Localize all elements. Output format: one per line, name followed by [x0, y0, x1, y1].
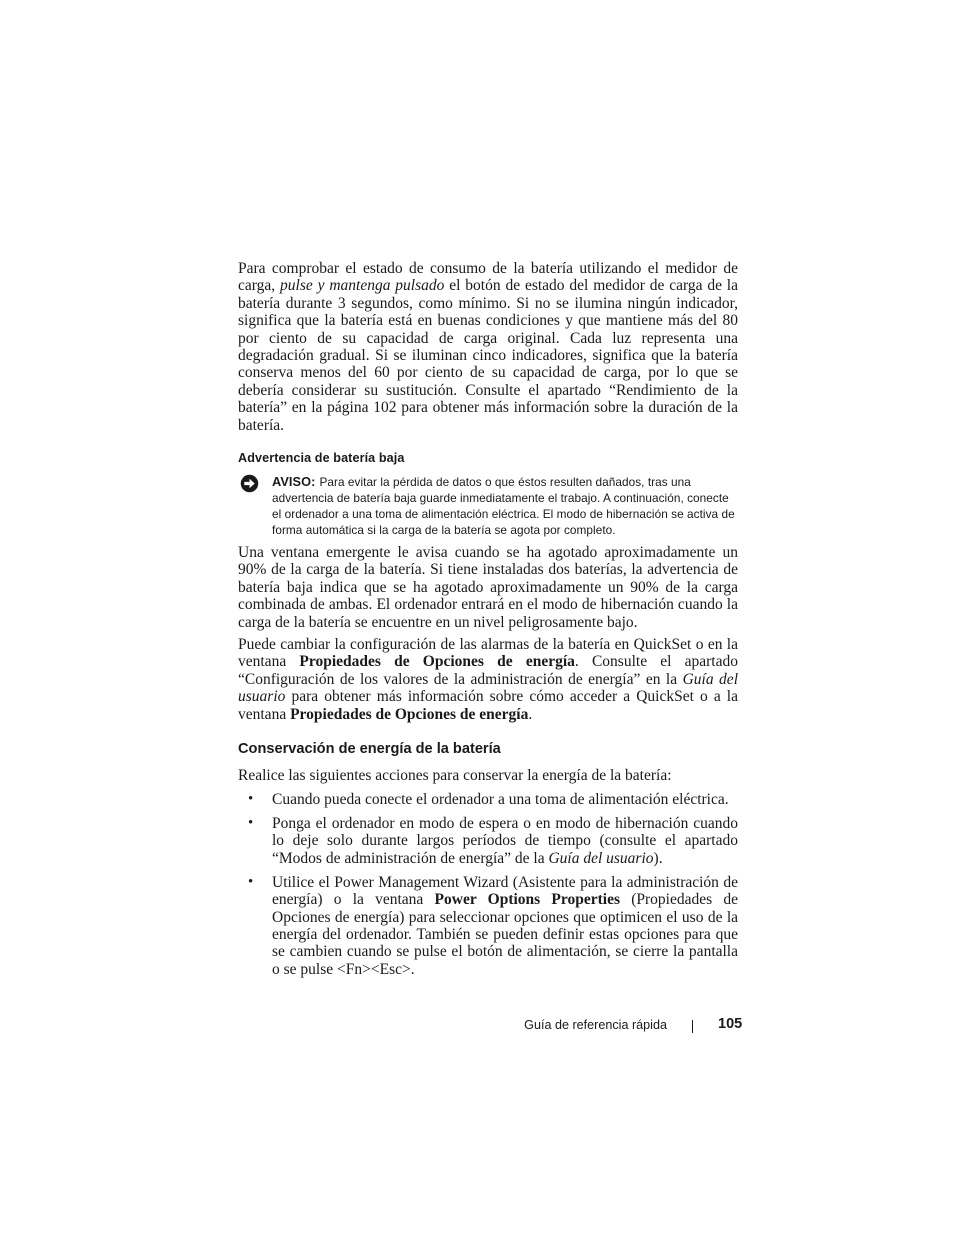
battery-gauge-paragraph: [238, 260, 738, 434]
ui-term: Power Options Properties: [434, 891, 620, 909]
list-item: [238, 874, 738, 978]
text-run: Puede cambiar la configuración de las alarmas de la batería en QuickSet o en la ventana: [238, 636, 738, 671]
page-number: 105: [718, 1016, 743, 1032]
bullet-marker: •: [248, 815, 254, 831]
low-battery-paragraph: Una ventana emergente le avisa cuando se ha agotado aproximadamente un 90% de la carga de la batería. Si tiene instaladas dos baterías, la advertencia de batería baja indica que se ha agotado aproximadamente un 90% de la carga combinada de ambas. El ordenador entrará en el modo de hibernación cuando la carga de la batería se encuentre en un nivel peligrosamente bajo.: [238, 544, 738, 631]
emphasis-text: pulse y mantenga pulsado: [280, 277, 445, 295]
ui-term: Propiedades de Opciones de energía: [290, 705, 529, 723]
text-run: el botón de estado del medidor de carga de la batería durante 3 segundos, como mínimo. Si no se ilumina ningún indicador, significa que la batería está en buenas condiciones y que mantiene más del 80 por ciento de su capacidad de carga original. Cada luz representa una degradación gradual. Si se iluminan cinco indicadores, significa que la batería conserva menos del 60 por ciento de su capacidad de carga, por lo que se debería considerar su sustitución. Consulte el apartado “Rendimiento de la batería” en la página 102 para obtener más información sobre la duración de la batería.: [238, 277, 738, 434]
emphasis-text: Guía del usuario: [548, 849, 654, 867]
text-run: .: [528, 705, 533, 723]
notice-text: [272, 474, 738, 538]
text-run: para obtener más información sobre cómo acceder a QuickSet o a la ventana: [238, 688, 738, 723]
list-item: [238, 815, 738, 867]
text-run: Ponga el ordenador en modo de espera o en modo de hibernación cuando lo deje solo durante largos períodos de tiempo (consulte el apartado “Modos de administración de energía” de la: [272, 815, 738, 867]
ui-term: Propiedades de Opciones de energía: [299, 653, 575, 671]
list-item-text: [272, 791, 738, 808]
section-intro: Realice las siguientes acciones para conservar la energía de la batería:: [238, 767, 672, 784]
notice-body: Para evitar la pérdida de datos o que éstos resulten dañados, tras una advertencia de batería baja guarde inmediatamente el trabajo. A continuación, conecte el ordenador a una toma de alimentación eléctrica. El modo de hibernación se activa de forma automática si la carga de la batería se agota por completo.: [272, 475, 735, 537]
emphasis-text: Guía del usuario: [238, 670, 738, 706]
page-content: [238, 260, 738, 978]
section-heading: Conservación de energía de la batería: [238, 741, 501, 757]
footer-separator: [692, 1020, 693, 1033]
page-footer: [0, 1015, 954, 1035]
bullet-marker: •: [248, 791, 254, 807]
notice-arrow-icon: [240, 474, 259, 493]
text-run: Cuando pueda conecte el ordenador a una toma de alimentación eléctrica.: [272, 791, 729, 808]
bullet-list: [238, 791, 738, 985]
notice-label: AVISO:: [272, 474, 316, 489]
list-item-text: [272, 815, 738, 867]
text-run: (Propiedades de Opciones de energía) para seleccionar opciones que optimicen el uso de la energía del ordenador. También se pueden definir estas opciones para que se cambien cuando se pulse el botón de alimentación, se cierre la pantalla o se pulse <Fn><Esc>.: [272, 891, 738, 978]
list-item-text: [272, 874, 738, 978]
footer-title: Guía de referencia rápida: [524, 1018, 667, 1032]
list-item: [238, 791, 738, 808]
bullet-marker: •: [248, 873, 254, 890]
text-run: . Consulte el apartado “Configuración de los valores de la administración de energía” en la: [238, 653, 738, 688]
notice-box: [238, 474, 738, 538]
text-run: ).: [653, 849, 663, 867]
low-battery-heading: Advertencia de batería baja: [238, 451, 405, 465]
text-run: Para comprobar el estado de consumo de la batería utilizando el medidor de carga,: [238, 260, 738, 295]
quickset-paragraph: [238, 636, 738, 723]
text-run: Utilice el Power Management Wizard (Asistente para la administración de energía) o la ventana: [272, 873, 738, 909]
